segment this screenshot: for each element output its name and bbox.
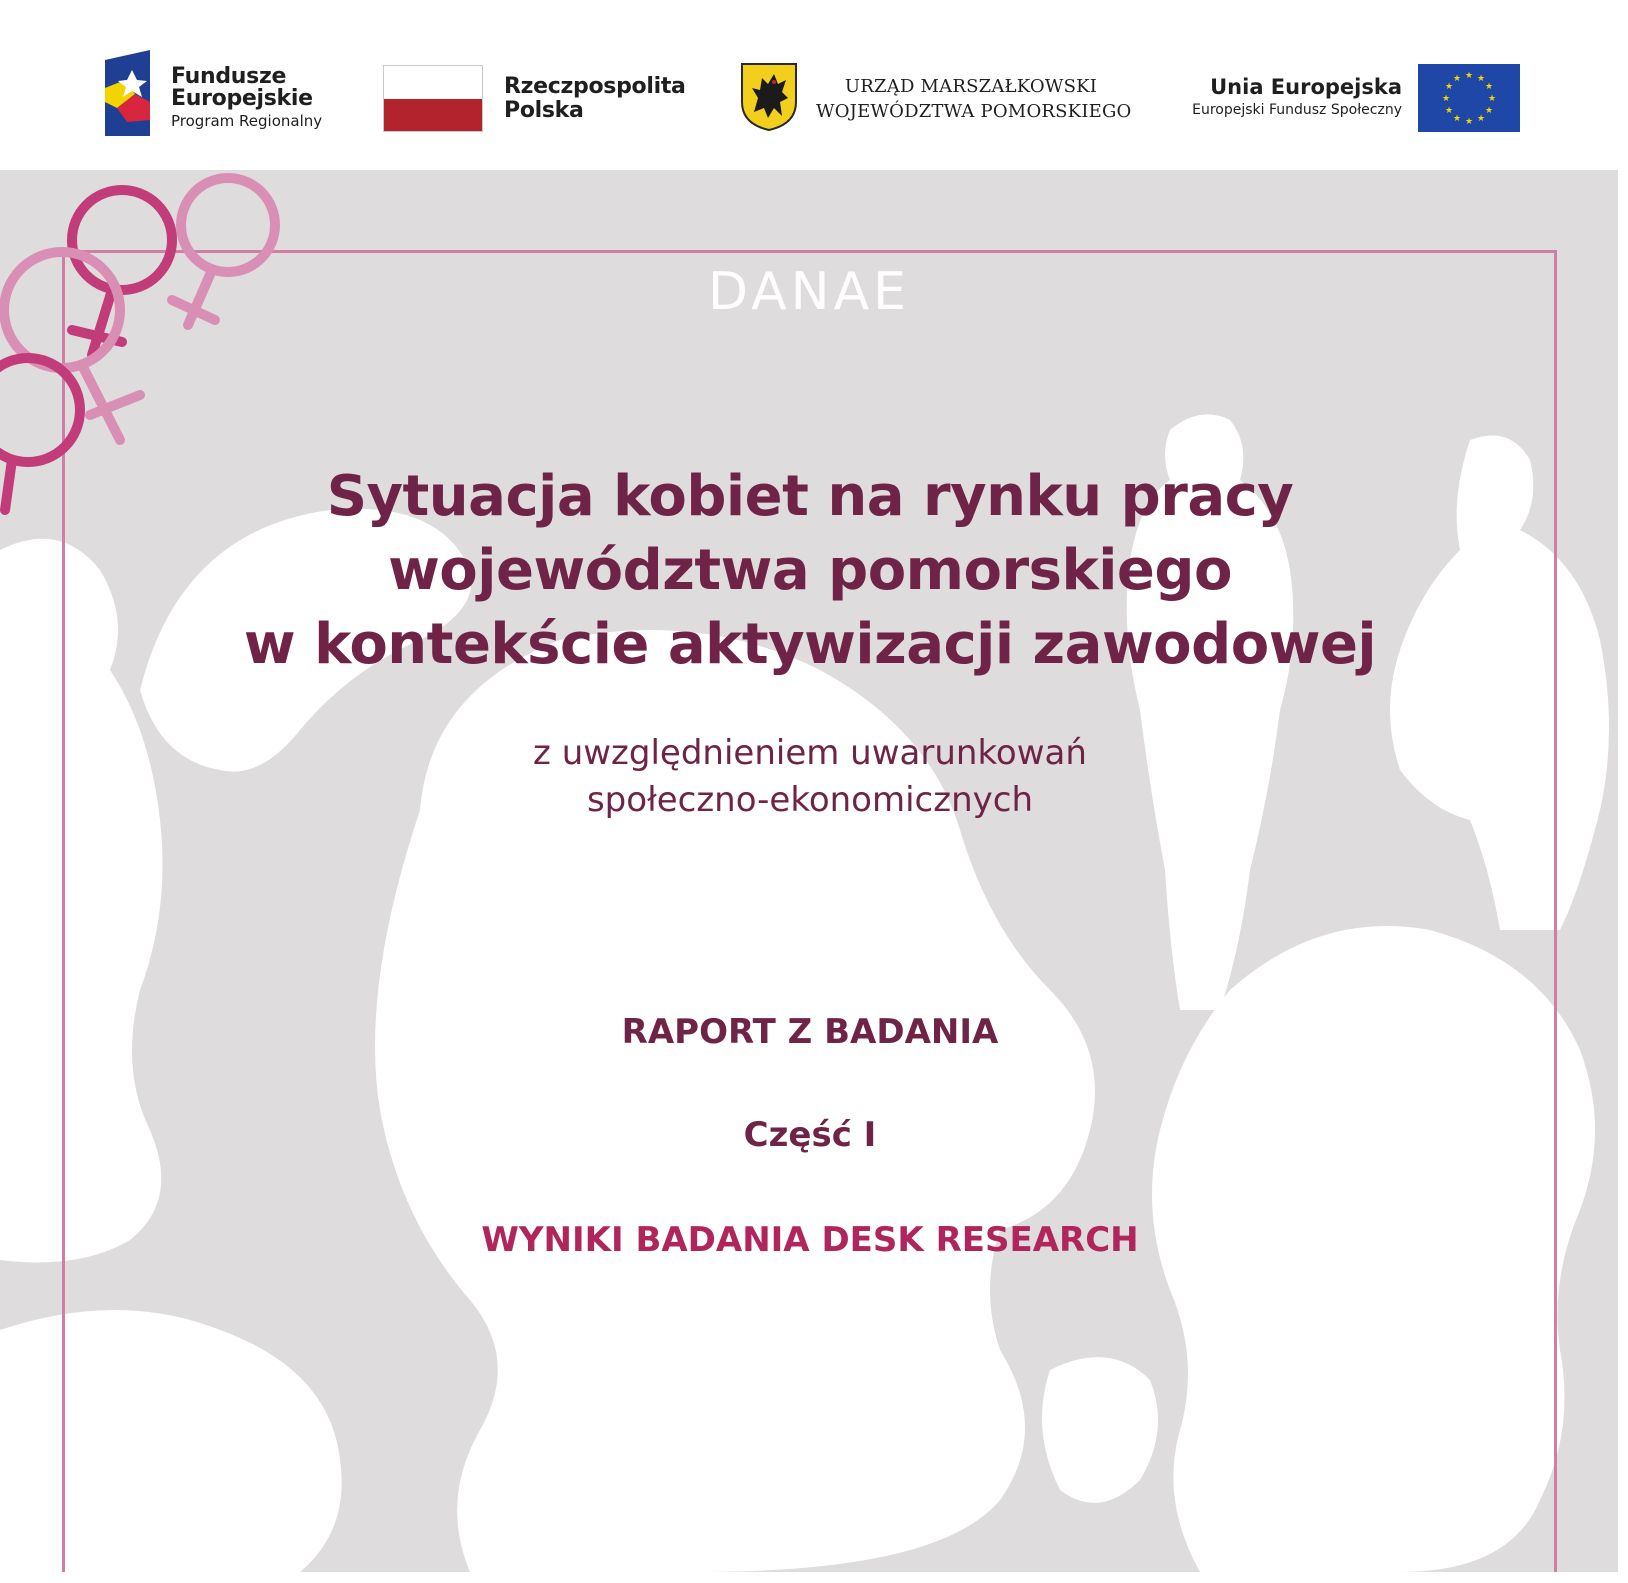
report-title bbox=[110, 460, 1510, 682]
logo-header bbox=[0, 0, 1628, 170]
report-label: RAPORT Z BADANIA bbox=[621, 1012, 999, 1052]
fundusze-line3: Program Regionalny bbox=[171, 112, 323, 130]
svg-text:★: ★ bbox=[1444, 82, 1454, 92]
fundusze-line2: Europejskie bbox=[171, 86, 313, 111]
urzad-line1: URZĄD MARSZAŁKOWSKI bbox=[844, 76, 1098, 97]
svg-text:★: ★ bbox=[1464, 71, 1474, 81]
urzad-line2: WOJEWÓDZTWA POMORSKIEGO bbox=[816, 101, 1132, 122]
svg-text:★: ★ bbox=[1487, 94, 1497, 104]
svg-text:★: ★ bbox=[1444, 106, 1454, 116]
svg-text:★: ★ bbox=[1452, 74, 1462, 84]
fundusze-europejskie-logo bbox=[105, 50, 335, 140]
eu-flag-icon bbox=[1418, 64, 1520, 132]
svg-text:★: ★ bbox=[1441, 94, 1451, 104]
cover-area bbox=[0, 170, 1618, 1572]
unia-europejska-logo bbox=[1180, 64, 1520, 134]
rzeczpospolita-line2: Polska bbox=[504, 98, 584, 123]
polish-flag-icon bbox=[383, 65, 483, 132]
report-subtitle-line1: z uwzględnieniem uwarunkowań bbox=[533, 733, 1087, 773]
svg-text:★: ★ bbox=[1484, 82, 1494, 92]
report-subtitle-line2: społeczno-ekonomicznych bbox=[586, 780, 1034, 820]
report-title-line3: w kontekście aktywizacji zawodowej bbox=[243, 612, 1377, 677]
unia-line1: Unia Europejska bbox=[1210, 75, 1402, 99]
svg-text:★: ★ bbox=[1476, 114, 1486, 124]
svg-text:★: ★ bbox=[1464, 117, 1474, 127]
pomorskie-griffin-crest-icon bbox=[740, 62, 798, 132]
unia-line2: Europejski Fundusz Społeczny bbox=[1192, 102, 1402, 118]
part-label: Część I bbox=[743, 1115, 877, 1155]
report-subtitle bbox=[310, 730, 1310, 824]
report-title-line2: województwa pomorskiego bbox=[388, 538, 1232, 603]
urzad-marszalkowski-logo bbox=[740, 62, 1132, 138]
fundusze-europejskie-emblem-icon bbox=[105, 50, 165, 140]
report-title-line1: Sytuacja kobiet na rynku pracy bbox=[326, 464, 1294, 529]
svg-text:★: ★ bbox=[1476, 74, 1486, 84]
svg-text:★: ★ bbox=[1484, 106, 1494, 116]
svg-text:★: ★ bbox=[1452, 114, 1462, 124]
rzeczpospolita-polska-logo bbox=[383, 65, 703, 135]
results-label: WYNIKI BADANIA DESK RESEARCH bbox=[481, 1220, 1139, 1260]
fundusze-line1: Fundusze bbox=[171, 64, 287, 89]
rzeczpospolita-line1: Rzeczpospolita bbox=[504, 74, 686, 99]
danae-brand: DANAE bbox=[707, 262, 911, 322]
